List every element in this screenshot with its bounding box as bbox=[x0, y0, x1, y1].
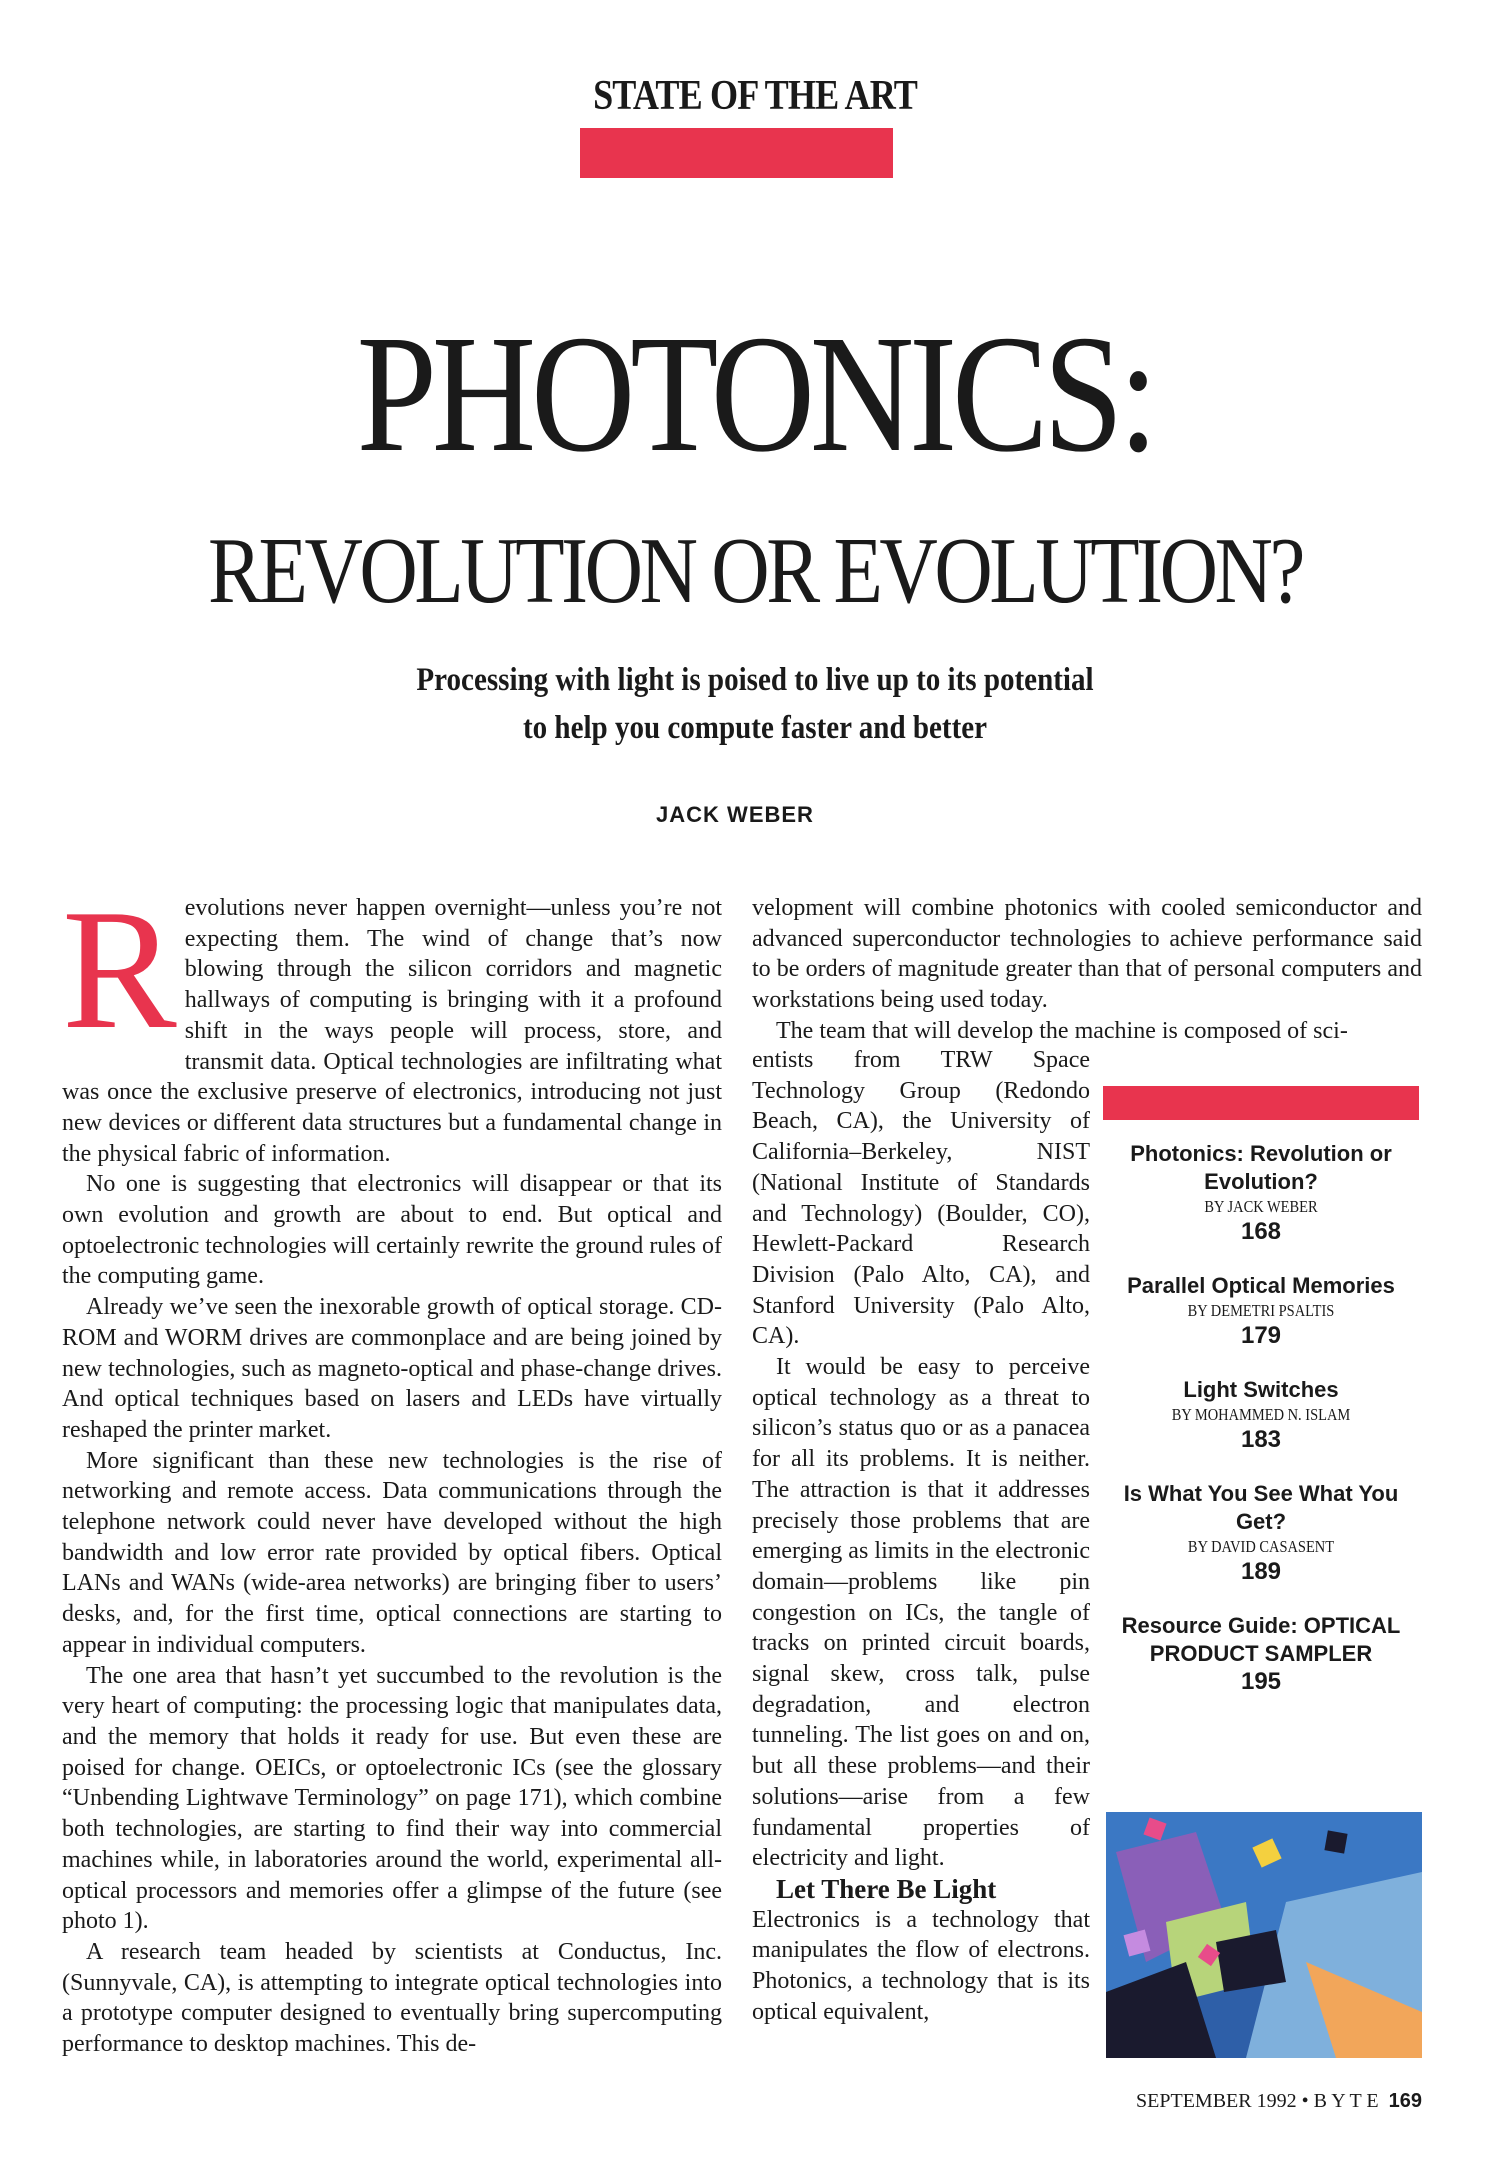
toc-entry[interactable] bbox=[1103, 1272, 1419, 1350]
body-paragraph: More significant than these new technologies is the rise of networking and remote access. Data communications through the telephone network could never have developed without the high bandwidth and low error rate provided by optical fibers. Optical LANs and WANs (wide-area networks) are bringing fiber to users’ desks, and, for the first time, optical connections are starting to appear in individual computers. bbox=[62, 1447, 722, 1658]
body-paragraph: velopment will combine photonics with cooled semiconductor and advanced superconductor technologies to achieve performance said to be orders of magnitude greater than that of personal computers and workstations being used today. bbox=[752, 895, 1422, 1014]
body-column-left bbox=[62, 875, 722, 2060]
section-label: STATE OF THE ART bbox=[593, 73, 917, 119]
body-paragraph: A research team headed by scientists at Conductus, Inc. (Sunnyvale, CA), is attempting to integrate optical technologies into a prototype computer designed to eventually bring supercomputing performance to desktop machines. This de- bbox=[62, 1938, 722, 2058]
toc-entry[interactable] bbox=[1103, 1140, 1419, 1246]
art-square bbox=[1324, 1830, 1347, 1853]
paragraph-text: evolutions never happen overnight—unless you’re not expecting them. The wind of change that’s now blowing through the silicon corridors and magnetic hallways of computing is bringing with it a profound shift in the ways people will process, store, and transmit data. Optical technologies are infiltrating what was once the exclusive preserve of electronics, introducing not just new devices or different data structures but a fundamental change in the physical fabric of information. bbox=[62, 895, 722, 1167]
article-byline: JACK WEBER bbox=[656, 802, 814, 827]
toc-author: BY JACK WEBER bbox=[1204, 1197, 1318, 1216]
toc-title: Is What You See What You Get? bbox=[1123, 1481, 1399, 1534]
body-paragraph: It would be easy to perceive optical technology as a threat to silicon’s status quo or as a panacea for all its problems. It is neither. The attraction is that it addresses precisely those problems that are emerging as limits in the electronic domain—problems like pin congestion on ICs, the tangle of tracks on printed circuit boards, signal skew, cross talk, pulse degradation, and electron tunneling. The list goes on and on, but all these problems—and their solutions—arise from a few fundamental properties of electricity and light. bbox=[752, 1354, 1090, 1872]
toc-page: 195 bbox=[1240, 1668, 1282, 1695]
article-headline: PHOTONICS: bbox=[356, 301, 1154, 487]
section-accent-bar bbox=[580, 128, 893, 178]
abstract-artwork bbox=[1106, 1812, 1422, 2058]
footer-page-number: 169 bbox=[1388, 2090, 1422, 2112]
toc-page: 179 bbox=[1240, 1322, 1282, 1349]
toc-entry[interactable] bbox=[1103, 1480, 1419, 1586]
deck-line: to help you compute faster and better bbox=[522, 710, 988, 746]
toc-title: Resource Guide: OPTICAL PRODUCT SAMPLER bbox=[1121, 1613, 1401, 1666]
toc-author: BY DEMETRI PSALTIS bbox=[1187, 1301, 1335, 1320]
toc-entry[interactable] bbox=[1103, 1376, 1419, 1454]
drop-cap: R bbox=[62, 875, 177, 1065]
toc-author: BY DAVID CASASENT bbox=[1187, 1537, 1335, 1556]
toc-page: 183 bbox=[1240, 1426, 1282, 1453]
body-paragraph: The team that will develop the machine is composed of sci- bbox=[776, 1017, 1348, 1044]
body-paragraph: Electronics is a technology that manipulates the flow of electrons. Photonics, a technology that is its optical equivalent, bbox=[752, 1906, 1090, 2025]
toc-accent-bar bbox=[1103, 1086, 1419, 1120]
subsection-heading: Let There Be Light bbox=[776, 1873, 997, 1904]
body-paragraph: The one area that hasn’t yet succumbed to the revolution is the very heart of computing: the processing logic that manipulates data, and the memory that holds it ready for use. But even these are poised for change. OEICs, or optoelectronic ICs (see the glossary “Unbending Lightwave Terminology” on page 171), which combine both technologies, are starting to find their way into commercial machines while, in laboratories around the world, experimental all-optical processors and memories offer a glimpse of the future (see photo 1). bbox=[62, 1662, 722, 1935]
toc-title: Parallel Optical Memories bbox=[1127, 1273, 1395, 1298]
body-column-right-top bbox=[752, 893, 1422, 1047]
toc-author: BY MOHAMMED N. ISLAM bbox=[1171, 1405, 1351, 1424]
body-column-right-narrow bbox=[752, 1045, 1090, 2028]
toc-page: 189 bbox=[1240, 1558, 1282, 1585]
section-contents bbox=[1103, 1140, 1419, 1722]
body-paragraph: entists from TRW Space Technology Group (Redondo Beach, CA), the University of California–Berkeley, NIST (National Institute of Standards and Technology) (Boulder, CO), Hewlett-Packard Research Division (Palo Alto, CA), and Stanford University (Palo Alto, CA). bbox=[752, 1047, 1090, 1350]
deck-line: Processing with light is poised to live up to its potential bbox=[416, 662, 1094, 698]
footer-issue: SEPTEMBER 1992 • B Y T E bbox=[1136, 2090, 1379, 2112]
page-footer bbox=[1136, 2090, 1422, 2113]
toc-title: Light Switches bbox=[1183, 1377, 1339, 1402]
body-paragraph: No one is suggesting that electronics will disappear or that its own evolution and growth are about to end. But optical and optoelectronic technologies will certainly rewrite the ground rules of the computing game. bbox=[62, 1171, 722, 1290]
article-deck bbox=[91, 656, 1420, 752]
body-paragraph bbox=[62, 875, 722, 1169]
toc-title: Photonics: Revolution or Evolution? bbox=[1130, 1141, 1392, 1194]
article-subhead: REVOLUTION OR EVOLUTION? bbox=[208, 519, 1302, 623]
body-paragraph: Already we’ve seen the inexorable growth of optical storage. CD-ROM and WORM drives are commonplace and are being joined by new technologies, such as magneto-optical and phase-change drives. And optical techniques based on lasers and LEDs have virtually reshaped the printer market. bbox=[62, 1294, 722, 1443]
toc-page: 168 bbox=[1240, 1218, 1282, 1245]
toc-entry[interactable] bbox=[1103, 1612, 1419, 1696]
